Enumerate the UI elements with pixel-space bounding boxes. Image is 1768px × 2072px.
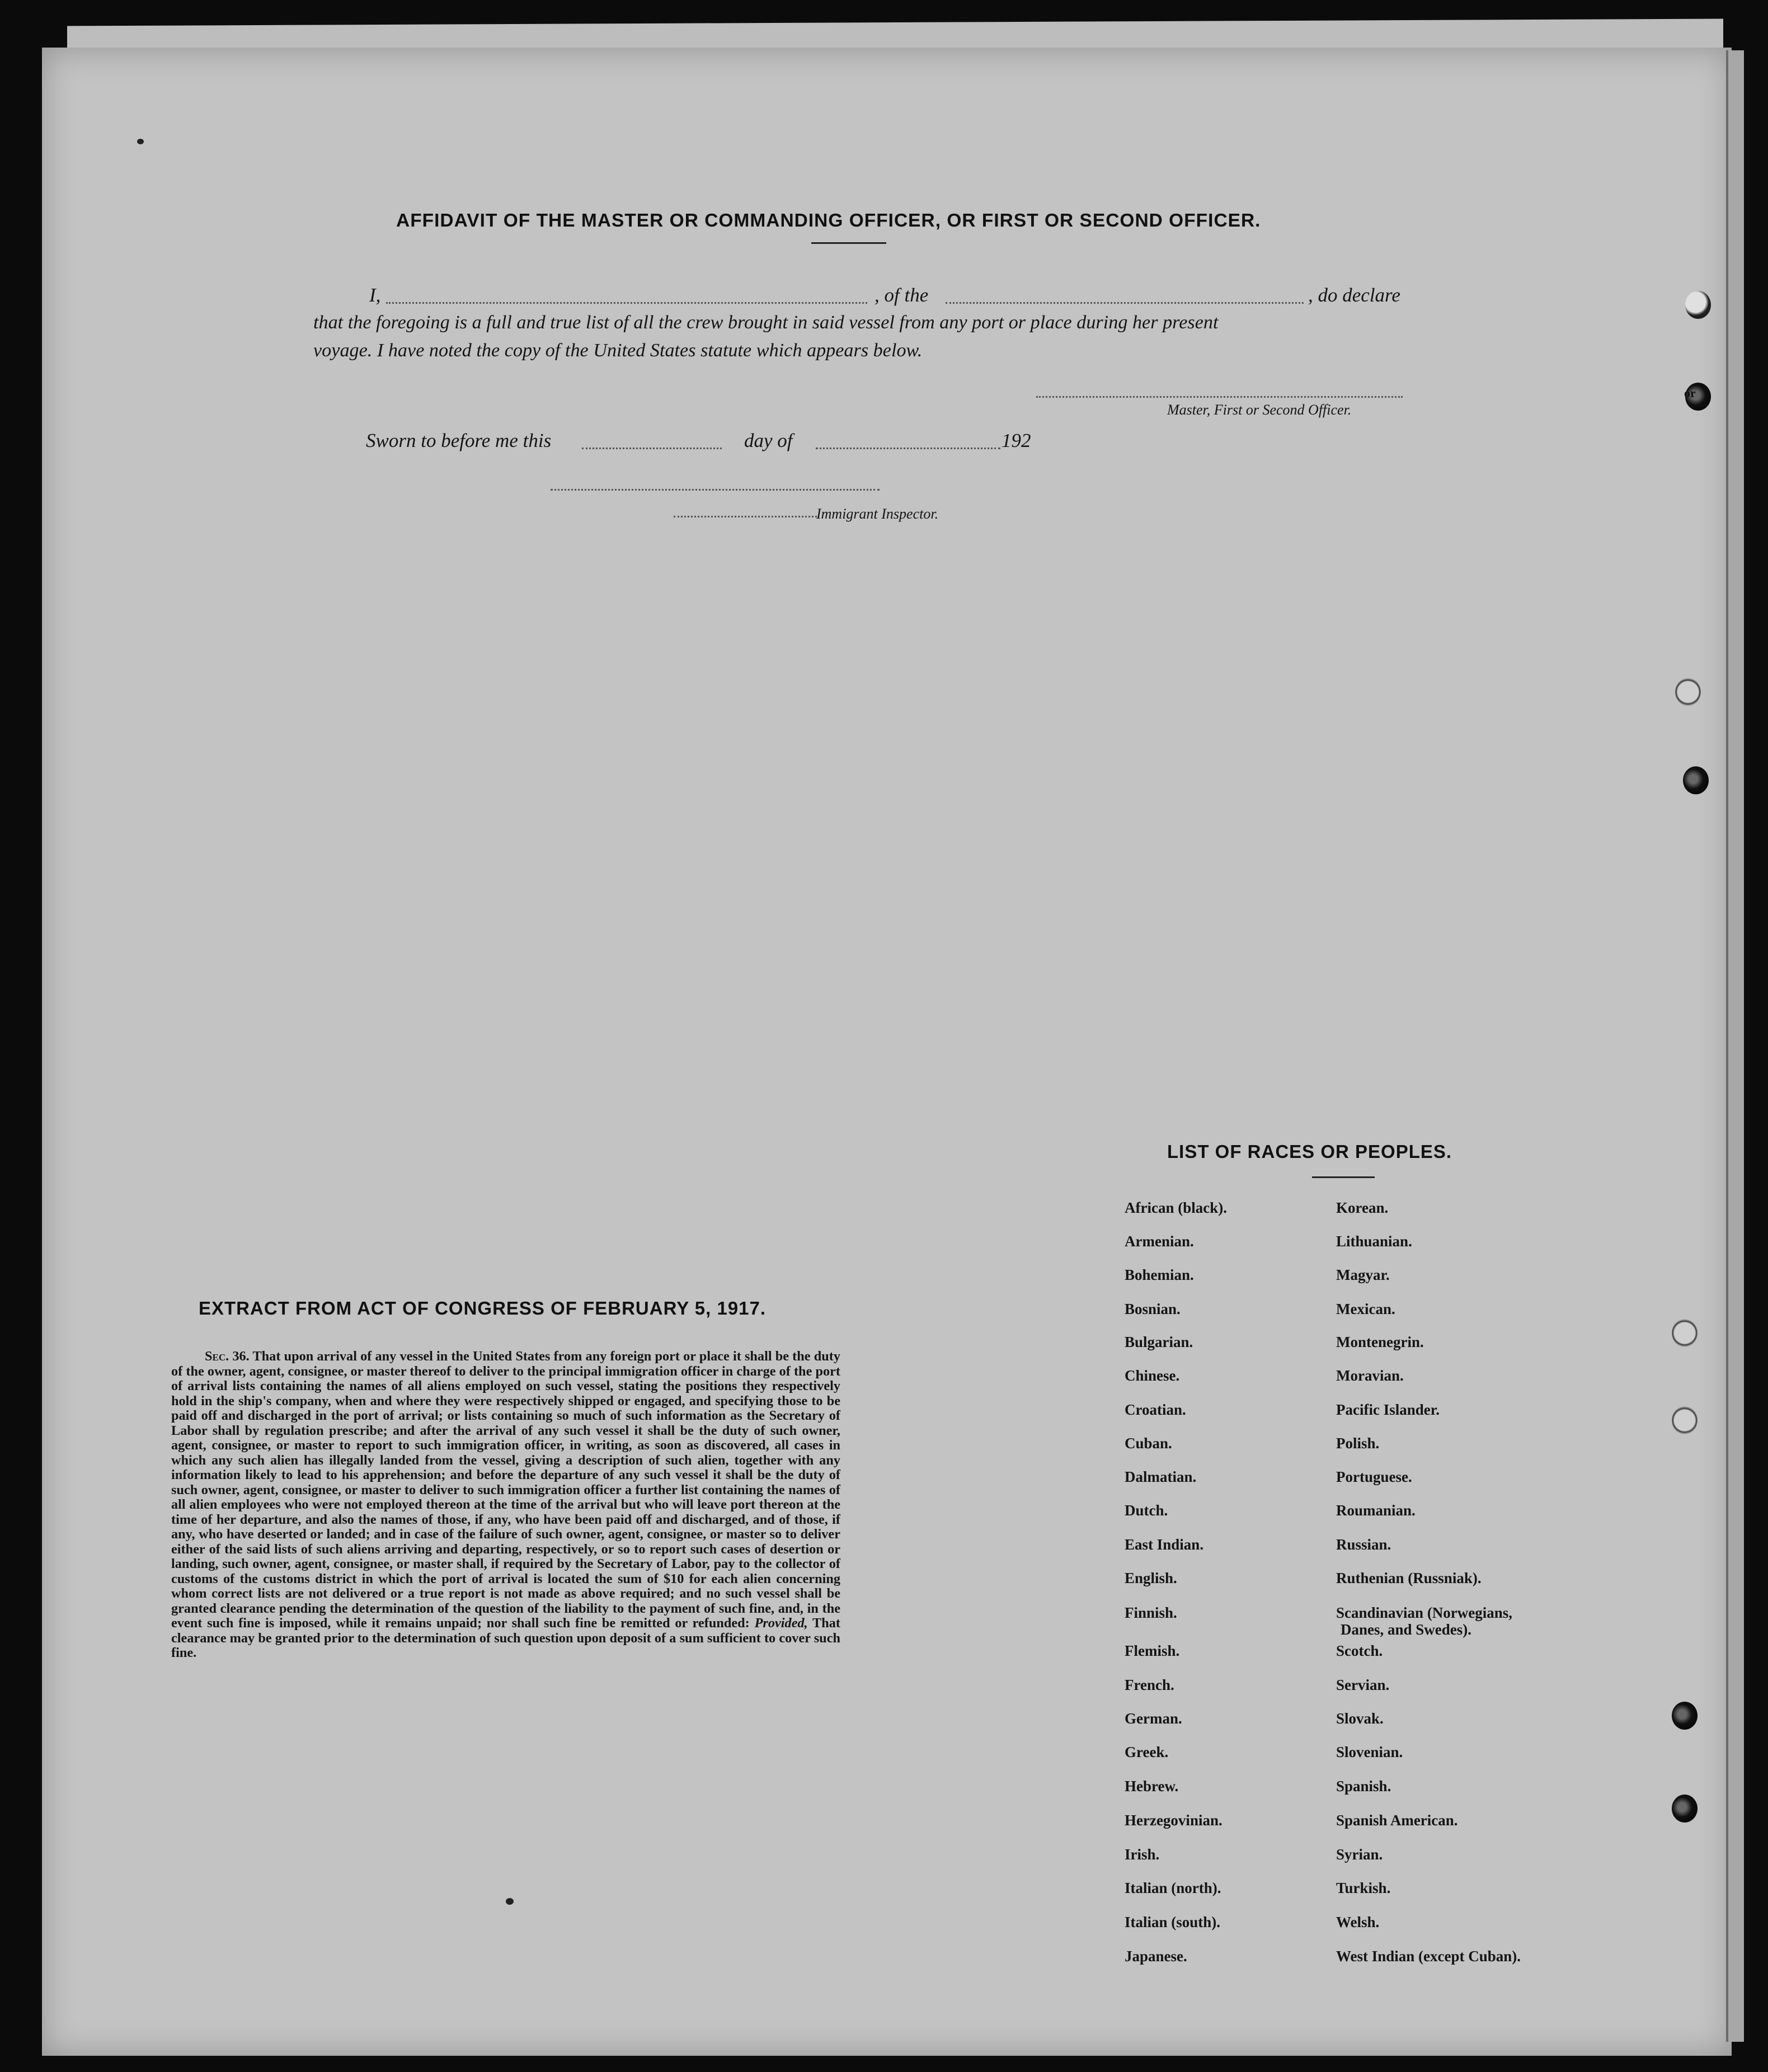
proviso-label: Provided, [754, 1616, 808, 1631]
proviso-text: That clearance may be granted prior to the determination of such question upon deposit of a sum sufficient to cover such fine. [171, 1616, 841, 1660]
race-item: Mexican. [1336, 1301, 1395, 1317]
race-item: Finnish. [1125, 1604, 1177, 1621]
inspector-signature-line-2[interactable] [674, 516, 817, 517]
affidavit-title-rule [811, 242, 886, 244]
race-item: Slovak. [1336, 1710, 1384, 1727]
extract-title: EXTRACT FROM ACT OF CONGRESS OF FEBRUARY 5, 1917. [199, 1298, 767, 1318]
inspector-signature-line[interactable] [551, 489, 880, 491]
master-signature-label: Master, First or Second Officer. [1167, 402, 1352, 418]
affidavit-line-3: voyage. I have noted the copy of the United States statute which appears below. [313, 340, 923, 361]
race-item: Roumanian. [1336, 1502, 1416, 1519]
race-item: Cuban. [1125, 1435, 1172, 1452]
race-item: Bulgarian. [1125, 1334, 1193, 1350]
race-item: Italian (north). [1125, 1880, 1221, 1896]
binder-hole [1672, 1319, 1698, 1347]
race-item: Italian (south). [1125, 1914, 1221, 1930]
sworn-month-line[interactable] [816, 448, 1000, 449]
binder-hole [1672, 1702, 1698, 1730]
race-item: French. [1125, 1677, 1174, 1693]
race-item: Flemish. [1125, 1642, 1180, 1659]
race-item: Welsh. [1336, 1914, 1380, 1930]
race-item: Portuguese. [1336, 1468, 1412, 1485]
race-item: East Indian. [1125, 1536, 1204, 1553]
race-item: Scotch. [1336, 1642, 1383, 1659]
section-text: That upon arrival of any vessel in the United States from any foreign port or place it shall be the duty of the owner, agent, consignee, or master thereof to deliver to the principal immigration officer in charge of the port of arrival lists containing the names of all aliens employed on such vessel, stating the positions they respectively hold in the ship's company, when and where they were respectively shipped or engaged, and specifying those to be paid off and discharged in the port of arrival; or lists containing so much of such information as the Secretary of Labor shall by regulation prescribe; and after the arrival of any such vessel it shall be the duty of such owner, agent, consignee, or master to report to such immigration officer, in writing, as soon as discovered, all cases in which any such alien has illegally landed from the vessel, giving a description of such alien, together with any information likely to lead to his apprehension; and before the departure of any such vessel it shall be the duty of such owner, agent, consignee, or master to deliver to such immigration officer a further list containing the names of all alien employees who were not employed thereon at the time of the arrival but who will leave port thereon at the time of her departure, and also the names of those, if any, who have been paid off and discharged, and of those, if any, who have deserted or landed; and in case of the failure of such owner, agent, consignee, or master so to deliver either of the said lists of such aliens arriving and departing, respectively, or so to report such cases of desertion or landing, such owner, agent, consignee, or master shall, if required by the Secretary of Labor, pay to the collector of customs of the customs district in which the port of arrival is located the sum of $10 for each alien concerning whom correct lists are not delivered or a true report is not made as above required; and no such vessel shall be granted clearance pending the determination of the question of the liability to the payment of such fine, and, in the event such fine is imposed, while it remains unpaid; nor shall such fine be remitted or refunded: [171, 1349, 840, 1631]
races-title: LIST OF RACES OR PEOPLES. [1167, 1141, 1452, 1162]
race-item: Montenegrin. [1336, 1334, 1424, 1350]
vessel-field-line[interactable] [946, 302, 1304, 304]
affidavit-title: AFFIDAVIT OF THE MASTER OR COMMANDING OFFICER, OR FIRST OR SECOND OFFICER. [396, 210, 1261, 231]
race-item: Bohemian. [1125, 1266, 1194, 1283]
race-item: Dutch. [1125, 1502, 1168, 1519]
race-item: Korean. [1336, 1199, 1389, 1216]
race-item: Danes, and Swedes). [1341, 1621, 1472, 1638]
race-item: Slovenian. [1336, 1744, 1403, 1760]
race-item: English. [1125, 1570, 1177, 1586]
ink-speck [506, 1898, 514, 1905]
races-title-rule [1312, 1176, 1375, 1178]
affidavit-declare-label: , do declare [1308, 284, 1400, 306]
race-item: Hebrew. [1125, 1778, 1179, 1795]
race-item: Greek. [1125, 1744, 1169, 1760]
race-item: Dalmatian. [1125, 1468, 1197, 1485]
race-item: Servian. [1336, 1677, 1390, 1693]
master-signature-line[interactable] [1036, 396, 1403, 398]
race-item: Russian. [1336, 1536, 1391, 1553]
race-item: African (black). [1125, 1199, 1227, 1216]
race-item: Syrian. [1336, 1846, 1383, 1863]
affidavit-of-the-label: , of the [874, 284, 929, 306]
race-item: Armenian. [1125, 1233, 1194, 1250]
extract-section-36 [171, 1349, 840, 1661]
race-item: Japanese. [1125, 1948, 1187, 1965]
affidavit-i-label: I, [369, 284, 381, 306]
race-item: Herzegovinian. [1125, 1812, 1222, 1829]
race-item: Spanish. [1336, 1778, 1391, 1795]
sheet-edge-right [1726, 50, 1744, 2042]
sworn-day-of: day of [744, 430, 793, 451]
race-item: German. [1125, 1710, 1182, 1727]
name-field-line[interactable] [386, 302, 867, 304]
race-item: Pacific Islander. [1336, 1401, 1440, 1418]
binder-hole [1683, 766, 1709, 794]
race-item: Polish. [1336, 1435, 1380, 1452]
race-item: Lithuanian. [1336, 1233, 1412, 1250]
race-item: Magyar. [1336, 1266, 1390, 1283]
ink-speck [137, 139, 144, 144]
race-item: Spanish American. [1336, 1812, 1458, 1829]
binder-hole [1685, 291, 1711, 319]
sworn-day-line[interactable] [582, 448, 722, 449]
sworn-prefix: Sworn to before me this [366, 430, 552, 451]
race-item: Turkish. [1336, 1880, 1391, 1896]
binder-hole [1672, 1795, 1698, 1823]
binder-hole [1675, 678, 1701, 706]
race-item: Moravian. [1336, 1367, 1404, 1384]
race-item: Croatian. [1125, 1401, 1186, 1418]
race-item: Chinese. [1125, 1367, 1180, 1384]
sworn-year: 192 [1001, 430, 1031, 451]
affidavit-line-2: that the foregoing is a full and true list of all the crew brought in said vessel from any port or place during her present [313, 312, 1219, 333]
binder-hole [1672, 1406, 1698, 1434]
race-item: Irish. [1125, 1846, 1160, 1863]
race-item: Ruthenian (Russniak). [1336, 1570, 1482, 1586]
race-item: Scandinavian (Norwegians, [1336, 1604, 1513, 1621]
race-item: West Indian (except Cuban). [1336, 1948, 1521, 1965]
margin-or-label: or [1684, 386, 1696, 400]
section-label: Sec. 36. [205, 1349, 250, 1364]
inspector-label: Immigrant Inspector. [816, 506, 939, 522]
race-item: Bosnian. [1125, 1301, 1181, 1317]
